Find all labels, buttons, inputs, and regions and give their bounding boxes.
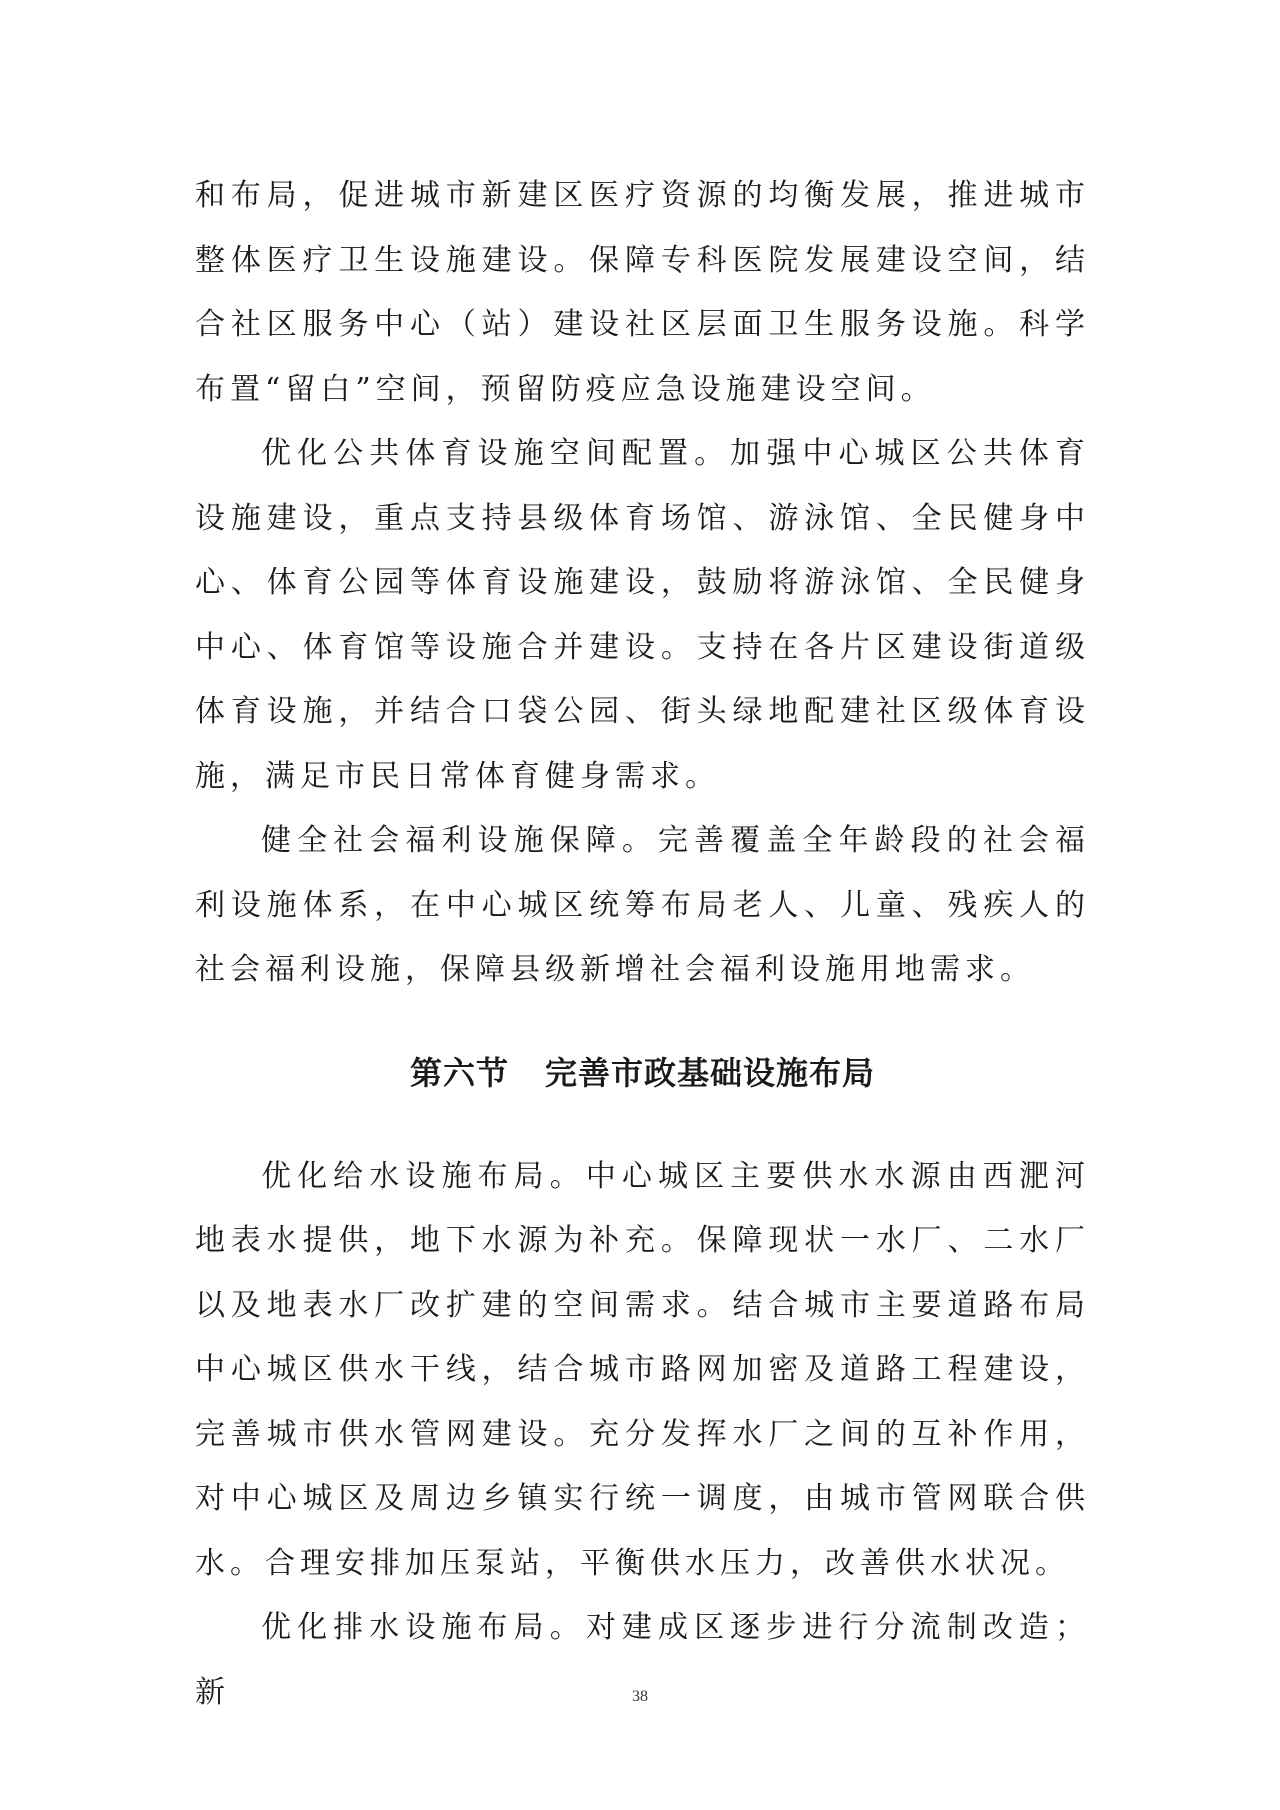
paragraph-welfare-facilities: 健全社会福利设施保障。完善覆盖全年龄段的社会福利设施体系，在中心城区统筹布局老人、儿童、残疾人的社会福利设施，保障县级新增社会福利设施用地需求。 [195, 823, 1090, 987]
section-title: 完善市政基础设施布局 [545, 1053, 876, 1092]
section-heading [195, 1041, 1090, 1105]
paragraph-sports-facilities: 优化公共体育设施空间配置。加强中心城区公共体育设施建设，重点支持县级体育场馆、游泳馆、全民健身中心、体育公园等体育设施建设，鼓励将游泳馆、全民健身中心、体育馆等设施合并建设。支持在各片区建设街道级体育设施，并结合口袋公园、街头绿地配建社区级体育设施，满足市民日常体育健身需求。 [195, 436, 1090, 794]
section-number: 第六节 [409, 1053, 509, 1092]
paragraph-medical-facilities: 和布局，促进城市新建区医疗资源的均衡发展，推进城市整体医疗卫生设施建设。保障专科医院发展建设空间，结合社区服务中心（站）建设社区层面卫生服务设施。科学布置“留白”空间，预留防疫应急设施建设空间。 [195, 178, 1090, 407]
paragraph-drainage: 优化排水设施布局。对建成区逐步进行分流制改造；新 [195, 1610, 1090, 1710]
page-body [195, 164, 1090, 1725]
page-number: 38 [632, 1688, 648, 1705]
paragraph-water-supply: 优化给水设施布局。中心城区主要供水水源由西淝河地表水提供，地下水源为补充。保障现状一水厂、二水厂以及地表水厂改扩建的空间需求。结合城市主要道路布局中心城区供水干线，结合城市路网加密及道路工程建设，完善城市供水管网建设。充分发挥水厂之间的互补作用，对中心城区及周边乡镇实行统一调度，由城市管网联合供水。合理安排加压泵站，平衡供水压力，改善供水状况。 [195, 1158, 1090, 1581]
